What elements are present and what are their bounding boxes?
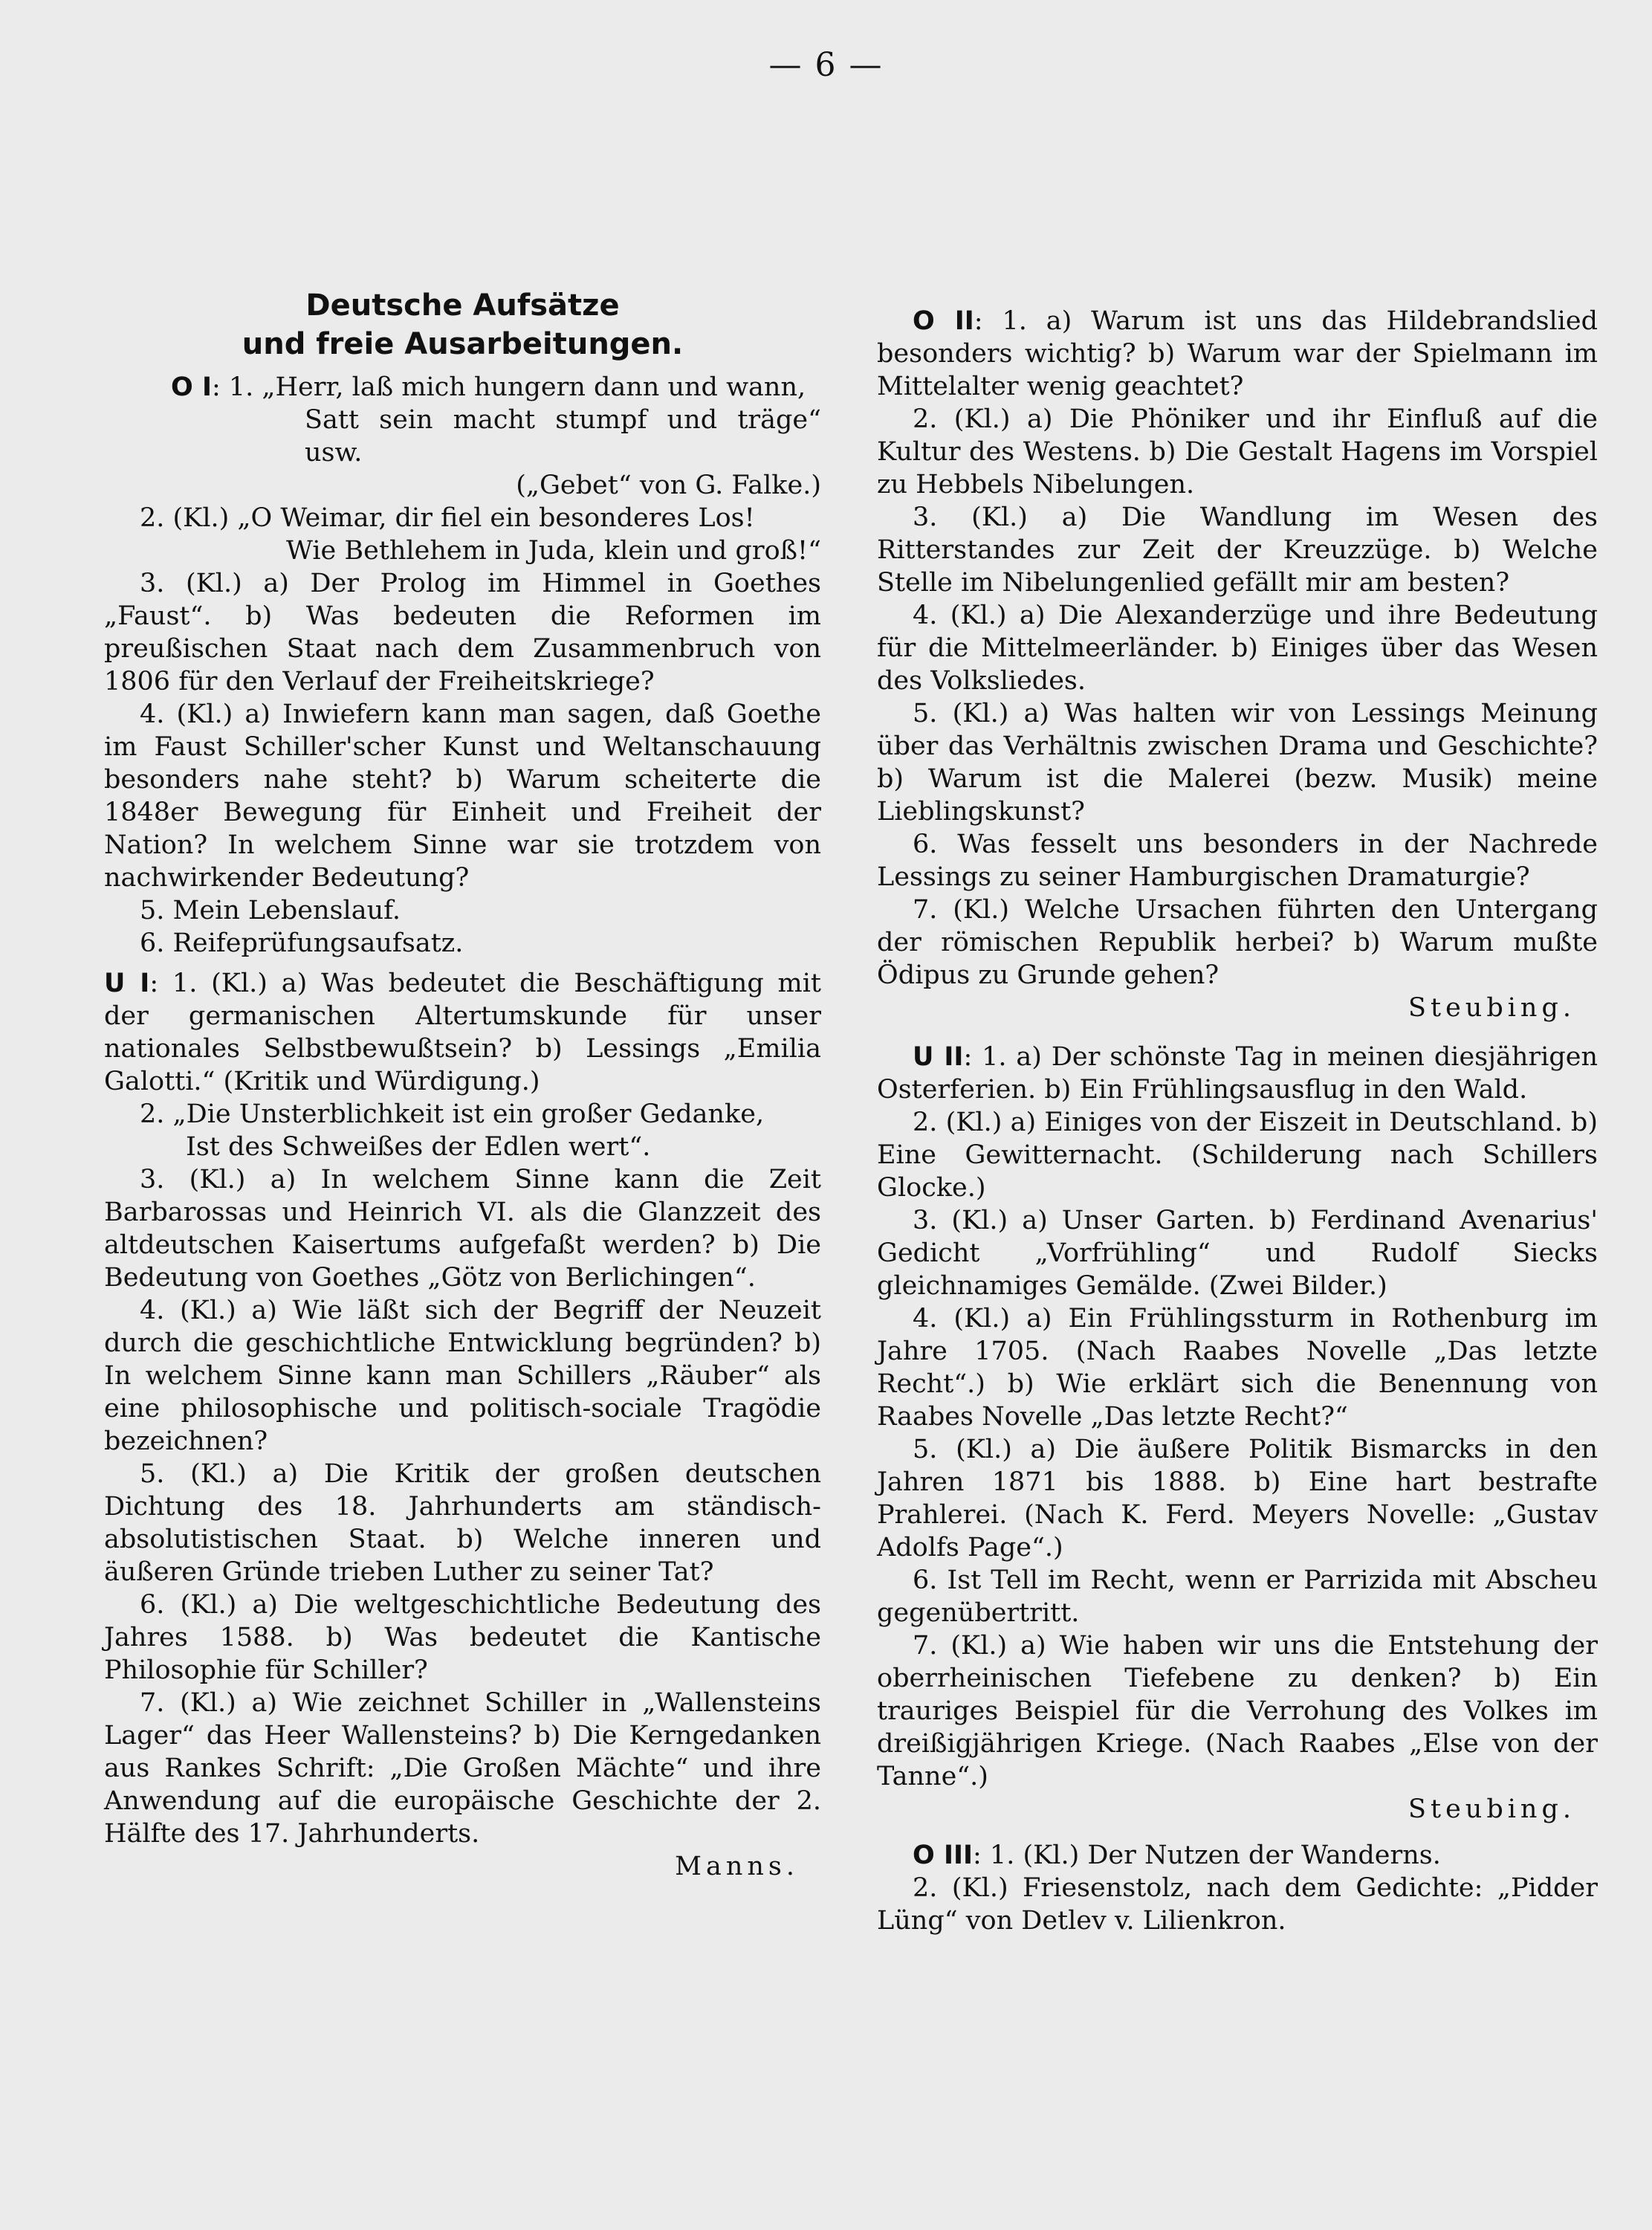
left-column	[104, 286, 821, 1890]
oi-item-2-line1: 2. (Kl.) „O Weimar, dir fiel ein besonderes Los!	[140, 503, 755, 533]
oi-item-2-line2: Wie Bethlehem in Juda, klein und groß!“	[286, 536, 821, 566]
uii-item-4: 4. (Kl.) a) Ein Frühlingssturm in Rothenburg im Jahre 1705. (Nach Raabes Novelle „Das letzte Recht“.) b) Wie erklärt sich die Benennung von Raabes Novelle „Das letzte Recht?“	[877, 1304, 1598, 1432]
ui-item-2-line2: Ist des Schweißes der Edlen wert“.	[186, 1132, 651, 1162]
ui-item-6: 6. (Kl.) a) Die weltgeschichtliche Bedeutung des Jahres 1588. b) Was bedeutet die Kantische Philosophie für Schiller?	[104, 1590, 821, 1685]
oi-item-1-text: „Herr, laß mich hungern dann und wann,	[262, 372, 806, 402]
oi-item-6: 6. Reifeprüfungsaufsatz.	[140, 928, 464, 958]
signature-steubing-uii: Steubing.	[1408, 1794, 1575, 1824]
section-heading-line1: Deutsche Aufsätze	[305, 288, 620, 323]
uii-item-1	[877, 1041, 1598, 1106]
oi-item-3: 3. (Kl.) a) Der Prolog im Himmel in Goethes „Faust“. b) Was bedeuten die Reformen im preußischen Staat nach dem Zusammenbruch von 1806 für den Verlauf der Freiheitskriege?	[104, 569, 821, 697]
oii-item-1-text: : 1. a) Warum ist uns das Hildebrandslied besonders wichtig? b) Warum war der Spielmann im Mittelalter wenig geachtet?	[877, 306, 1598, 401]
uii-item-7: 7. (Kl.) a) Wie haben wir uns die Entstehung der oberrheinischen Tiefebene zu denken? b) Ein trauriges Beispiel für die Verrohung des Volkes im dreißigjährigen Kriege. (Nach Raabes „Else von der Tanne“.)	[877, 1631, 1598, 1791]
uii-block	[877, 1041, 1598, 1826]
oii-item-5: 5. (Kl.) a) Was halten wir von Lessings Meinung über das Verhältnis zwischen Drama und Geschichte? b) Warum ist die Malerei (bezw. Musik) meine Lieblingskunst?	[877, 699, 1598, 827]
uii-item-3: 3. (Kl.) a) Unser Garten. b) Ferdinand Avenarius' Gedicht „Vorfrühling“ und Rudolf Siecks gleichnamiges Gemälde. (Zwei Bilder.)	[877, 1206, 1598, 1301]
ui-item-1-text: : 1. (Kl.) a) Was bedeutet die Beschäftigung mit der germanischen Altertumskunde für unser nationales Selbstbewußtsein? b) Lessings „Emilia Galotti.“ (Kritik und Würdigung.)	[104, 969, 821, 1096]
oiii-block	[877, 1839, 1598, 1937]
page-number: — 6 —	[768, 46, 884, 84]
right-column	[877, 297, 1598, 1945]
signature-manns: Manns.	[675, 1852, 799, 1881]
ui-label: U I	[104, 969, 150, 998]
ui-block	[104, 967, 821, 1883]
oi-item-1-line1	[104, 371, 821, 404]
oiii-label: O III	[913, 1840, 974, 1870]
oi-item-1-line2: Satt sein macht stumpf und träge“ usw.	[305, 405, 821, 468]
oii-item-2: 2. (Kl.) a) Die Phöniker und ihr Einfluß auf die Kultur des Westens. b) Die Gestalt Hagens im Vorspiel zu Hebbels Nibelungen.	[877, 404, 1598, 500]
oii-item-1	[877, 305, 1598, 403]
oii-item-3: 3. (Kl.) a) Die Wandlung im Wesen des Ritterstandes zur Zeit der Kreuzzüge. b) Welche Stelle im Nibelungenlied gefällt mir am besten?	[877, 502, 1598, 598]
ui-item-7: 7. (Kl.) a) Wie zeichnet Schiller in „Wallensteins Lager“ das Heer Wallensteins? b) Die Kerngedanken aus Rankes Schrift: „Die Großen Mächte“ und ihre Anwendung auf die europäische Geschichte der 2. Hälfte des 17. Jahrhunderts.	[104, 1688, 821, 1849]
uii-item-2: 2. (Kl.) a) Einiges von der Eiszeit in Deutschland. b) Eine Gewitternacht. (Schilderung nach Schillers Glocke.)	[877, 1108, 1598, 1203]
signature-steubing-oii: Steubing.	[1408, 993, 1575, 1023]
uii-item-5: 5. (Kl.) a) Die äußere Politik Bismarcks in den Jahren 1871 bis 1888. b) Eine hart bestrafte Prahlerei. (Nach K. Ferd. Meyers Novelle: „Gustav Adolfs Page“.)	[877, 1435, 1598, 1562]
oi-item-4: 4. (Kl.) a) Inwiefern kann man sagen, daß Goethe im Faust Schiller'scher Kunst und Weltanschauung besonders nahe steht? b) Warum scheiterte die 1848er Bewegung für Einheit und Freiheit der Nation? In welchem Sinne war sie trotzdem von nachwirkender Bedeutung?	[104, 699, 821, 893]
oi-label: O I	[171, 372, 212, 402]
oi-block	[104, 371, 821, 960]
ui-item-5: 5. (Kl.) a) Die Kritik der großen deutschen Dichtung des 18. Jahrhunderts am ständisch-absolutistischen Staat. b) Welche inneren und äußeren Gründe trieben Luther zu seiner Tat?	[104, 1459, 821, 1587]
ui-item-3: 3. (Kl.) a) In welchem Sinne kann die Zeit Barbarossas und Heinrich VI. als die Glanzzeit des altdeutschen Kaisertums aufgefaßt werden? b) Die Bedeutung von Goethes „Götz von Berlichingen“.	[104, 1165, 821, 1293]
oi-item-5: 5. Mein Lebenslauf.	[140, 896, 401, 925]
oii-item-6: 6. Was fesselt uns besonders in der Nachrede Lessings zu seiner Hamburgischen Dramaturgie?	[877, 830, 1598, 892]
ui-item-4: 4. (Kl.) a) Wie läßt sich der Begriff der Neuzeit durch die geschichtliche Entwicklung begründen? b) In welchem Sinne kann man Schillers „Räuber“ als eine philosophische und politisch-sociale Tragödie bezeichnen?	[104, 1296, 821, 1456]
oiii-item-1-text: : 1. (Kl.) Der Nutzen der Wanderns.	[973, 1840, 1441, 1870]
uii-label: U II	[913, 1042, 964, 1072]
oiii-item-1	[877, 1839, 1598, 1872]
oi-item-1-line3: („Gebet“ von G. Falke.)	[516, 471, 821, 500]
oii-block	[877, 305, 1598, 1024]
ui-item-1	[104, 967, 821, 1098]
oiii-item-2: 2. (Kl.) Friesenstolz, nach dem Gedichte: „Pidder Lüng“ von Detlev v. Lilienkron.	[877, 1873, 1598, 1936]
oi-item-1-prefix: : 1.	[211, 372, 262, 402]
oii-label: O II	[913, 306, 974, 336]
ui-item-2-line1: 2. „Die Unsterblichkeit ist ein großer Gedanke,	[140, 1099, 765, 1129]
section-heading-line2: und freie Ausarbeitungen.	[242, 327, 684, 361]
oii-item-7: 7. (Kl.) Welche Ursachen führten den Untergang der römischen Republik herbei? b) Warum mußte Ödipus zu Grunde gehen?	[877, 895, 1598, 990]
uii-item-1-text: : 1. a) Der schönste Tag in meinen diesjährigen Osterferien. b) Ein Frühlingsausflug in den Wald.	[877, 1042, 1598, 1105]
oii-item-4: 4. (Kl.) a) Die Alexanderzüge und ihre Bedeutung für die Mittelmeerländer. b) Einiges über das Wesen des Volksliedes.	[877, 601, 1598, 696]
uii-item-6: 6. Ist Tell im Recht, wenn er Parrizida mit Abscheu gegenübertritt.	[877, 1565, 1598, 1628]
